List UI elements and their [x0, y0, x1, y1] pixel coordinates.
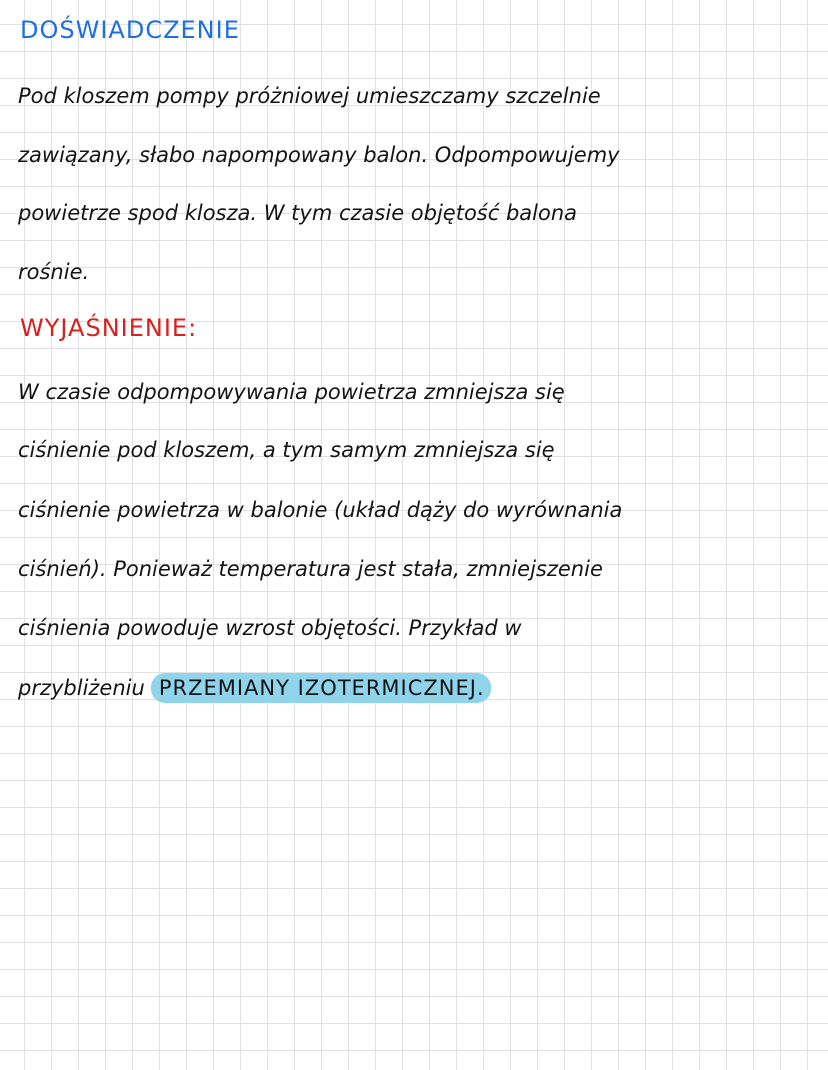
experiment-line-3: powietrze spod klosza. W tym czasie objętość balona [18, 201, 578, 225]
explanation-line-2: ciśnienie pod kloszem, a tym samym zmniejsza się [18, 438, 555, 462]
experiment-line-2: zawiązany, słabo napompowany balon. Odpompowujemy [18, 143, 620, 167]
explanation-line-6 [18, 678, 491, 699]
highlighted-term [151, 673, 491, 703]
last-line-prefix: przybliżeniu [18, 676, 145, 700]
explanation-line-4: ciśnień). Ponieważ temperatura jest stała, zmniejszenie [18, 557, 603, 581]
highlighted-term-text: PRZEMIANY IZOTERMICZNEJ [158, 676, 477, 700]
explanation-line-5: ciśnienia powoduje wzrost objętości. Przykład w [18, 616, 522, 640]
explanation-line-3: ciśnienie powietrza w balonie (układ dąży do wyrównania [18, 498, 623, 522]
experiment-line-1: Pod kloszem pompy próżniowej umieszczamy szczelnie [18, 84, 601, 108]
explanation-heading: WYJAŚNIENIE: [20, 314, 198, 342]
experiment-heading: DOŚWIADCZENIE [20, 16, 240, 44]
experiment-line-4: rośnie. [18, 260, 90, 284]
highlighted-term-period: . [476, 676, 485, 700]
explanation-line-1: W czasie odpompowywania powietrza zmniejsza się [18, 380, 565, 404]
